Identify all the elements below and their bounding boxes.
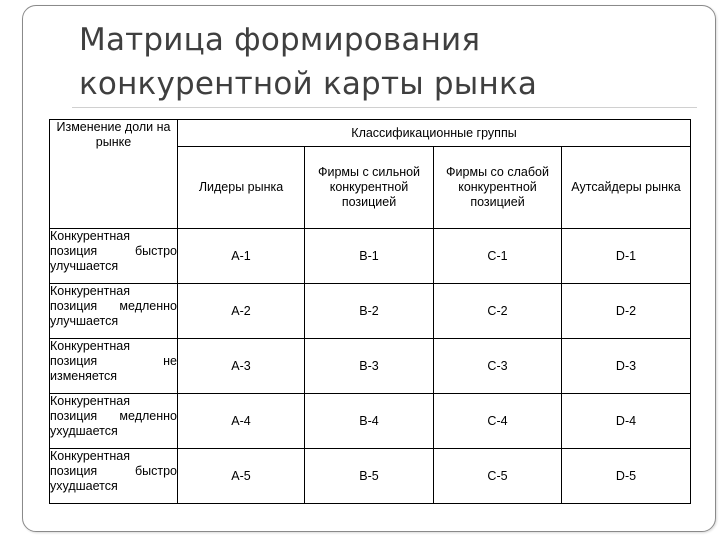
- group-header-cell: [178, 120, 691, 147]
- table-row: [50, 449, 691, 504]
- column-header-outsiders: Аутсайдеры рынка: [562, 147, 691, 229]
- corner-header-cell: [50, 120, 178, 229]
- matrix-cell: А-5: [178, 449, 305, 504]
- row-header: Конкурентная позиция медленно улучшается: [50, 284, 178, 339]
- title-line-1: Матрица формирования: [79, 22, 481, 58]
- group-header-label: Классификационные группы: [351, 125, 517, 140]
- column-header-weak-firms: Фирмы со слабой конкурентной позицией: [434, 147, 562, 229]
- table-row: [50, 284, 691, 339]
- matrix-cell: А-1: [178, 229, 305, 284]
- table-row: [50, 394, 691, 449]
- corner-header-label: Изменение доли на рынке: [56, 120, 171, 149]
- table-row: [50, 229, 691, 284]
- row-header: Конкурентная позиция не изменяется: [50, 339, 178, 394]
- row-header: Конкурентная позиция медленно ухудшается: [50, 394, 178, 449]
- row-header: Конкурентная позиция быстро улучшается: [50, 229, 178, 284]
- matrix-cell: D-4: [562, 394, 691, 449]
- matrix-cell: А-4: [178, 394, 305, 449]
- matrix-cell: D-3: [562, 339, 691, 394]
- slide-title: [79, 18, 639, 106]
- matrix-cell: D-1: [562, 229, 691, 284]
- matrix-cell: С-1: [434, 229, 562, 284]
- matrix-cell: В-2: [305, 284, 434, 339]
- matrix-cell: В-3: [305, 339, 434, 394]
- competitive-map-matrix: [49, 119, 691, 504]
- column-header-leaders: Лидеры рынка: [178, 147, 305, 229]
- matrix-cell: А-2: [178, 284, 305, 339]
- matrix-cell: С-3: [434, 339, 562, 394]
- title-divider: [72, 107, 697, 108]
- row-header: Конкурентная позиция быстро ухудшается: [50, 449, 178, 504]
- matrix-cell: А-3: [178, 339, 305, 394]
- title-line-2: конкурентной карты рынка: [79, 66, 538, 102]
- matrix-cell: С-5: [434, 449, 562, 504]
- matrix-cell: С-2: [434, 284, 562, 339]
- column-header-strong-firms: Фирмы с сильной конкурентной позицией: [305, 147, 434, 229]
- matrix-cell: В-5: [305, 449, 434, 504]
- matrix-cell: D-2: [562, 284, 691, 339]
- table-row: [50, 339, 691, 394]
- matrix-cell: D-5: [562, 449, 691, 504]
- group-header-row: [50, 120, 691, 147]
- matrix-cell: С-4: [434, 394, 562, 449]
- matrix-cell: В-4: [305, 394, 434, 449]
- matrix-cell: В-1: [305, 229, 434, 284]
